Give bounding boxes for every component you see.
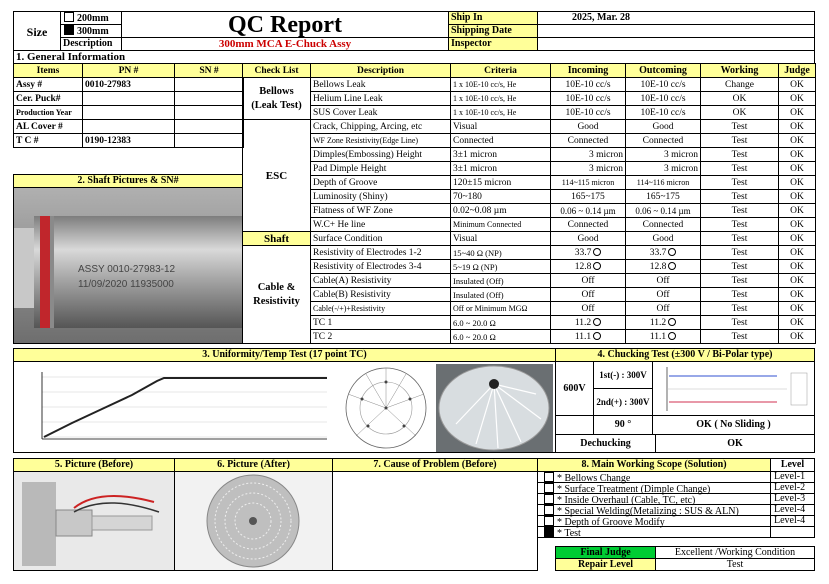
col-items: Items <box>14 64 83 78</box>
table-row: Flatness of WF Zone 0.02~0.08 µm 0.06 ~ 0.14 µm 0.06 ~ 0.14 µm Test OK <box>243 204 816 218</box>
ohm-icon <box>593 248 601 256</box>
table-row: TC 1 6.0 ~ 20.0 Ω 11.2 11.2 Test OK <box>243 316 816 330</box>
picture-before-title: 5. Picture (Before) <box>13 458 175 472</box>
general-info-table <box>13 63 244 148</box>
level-cell: Level-4 <box>770 504 815 516</box>
col-incoming: Incoming <box>551 64 626 78</box>
description-label: Description <box>63 38 113 49</box>
level-title: Level <box>770 458 815 472</box>
shaft-pictures-title: 2. Shaft Pictures & SN# <box>13 174 243 188</box>
picture-after <box>174 471 333 571</box>
temp-curve-graph <box>32 367 332 447</box>
chucking-result: OK ( No Sliding ) <box>652 415 815 435</box>
col-judge: Judge <box>779 64 816 78</box>
checkbox-icon[interactable] <box>544 483 554 493</box>
general-info-title: 1. General Information <box>13 50 815 64</box>
chucking-first: 1st(-) : 300V <box>593 361 653 389</box>
level-cell: Level-3 <box>770 493 815 505</box>
table-row: Pad Dimple Height 3±1 micron 3 micron 3 micron Test OK <box>243 162 816 176</box>
size-option-300[interactable]: 300mm <box>60 24 122 38</box>
table-row: WF Zone Resistivity(Edge Line) Connected Connected Connected Test OK <box>243 134 816 148</box>
table-row: Cer. Puck# <box>14 92 244 106</box>
cause-title: 7. Cause of Problem (Before) <box>332 458 538 472</box>
table-row: Production Year <box>14 106 244 120</box>
ohm-icon <box>593 318 601 326</box>
ohm-icon <box>593 332 601 340</box>
checkbox-300[interactable] <box>64 25 74 35</box>
chucking-angle: 90 ° <box>593 415 653 435</box>
list-item[interactable]: * Bellows Change <box>537 471 771 483</box>
checkbox-icon[interactable] <box>544 527 554 537</box>
table-row: Shaft Surface Condition Visual Good Good Test OK <box>243 232 816 246</box>
table-row: SUS Cover Leak 1 x 10E-10 cc/s, He 10E-10 cc/s 10E-10 cc/s OK OK <box>243 106 816 120</box>
title-cell <box>121 11 449 38</box>
level-cell: Level-4 <box>770 515 815 527</box>
picture-after-title: 6. Picture (After) <box>174 458 333 472</box>
table-row: Helium Line Leak 1 x 10E-10 cc/s, He 10E-10 cc/s 10E-10 cc/s OK OK <box>243 92 816 106</box>
col-pn: PN # <box>83 64 175 78</box>
table-row: ESC Crack, Chipping, Arcing, etc Visual Good Good Test OK <box>243 120 816 134</box>
ohm-icon <box>593 262 601 270</box>
ohm-icon <box>668 318 676 326</box>
col-working: Working <box>701 64 779 78</box>
level-cell: Level-2 <box>770 482 815 494</box>
ship-in-value: 2025, Mar. 28 <box>537 11 815 25</box>
checkbox-200[interactable] <box>64 12 74 22</box>
list-item[interactable]: * Surface Treatment (Dimple Change) <box>537 482 771 494</box>
checklist-table <box>242 63 816 344</box>
general-info-header <box>14 64 244 78</box>
picture-before <box>13 471 175 571</box>
checkbox-icon[interactable] <box>544 505 554 515</box>
ohm-icon <box>668 262 676 270</box>
table-row: Assy # 0010-27983 <box>14 78 244 92</box>
size-label-cell <box>13 11 61 51</box>
col-sn: SN # <box>175 64 244 78</box>
cause-of-problem <box>332 471 538 571</box>
page-title: QC Report <box>228 12 342 38</box>
list-item[interactable]: * Special Welding(Metalizing : SUS & ALN) <box>537 504 771 516</box>
chucking-blank-cell <box>555 415 594 435</box>
dechucking-value: OK <box>655 434 815 453</box>
table-row: TC 2 6.0 ~ 20.0 Ω 11.1 11.1 Test OK <box>243 330 816 344</box>
table-row: Bellows (Leak Test) Bellows Leak 1 x 10E-10 cc/s, He 10E-10 cc/s 10E-10 cc/s Change OK <box>243 78 816 92</box>
shipping-date-value <box>537 24 815 38</box>
chucking-voltage: 600V <box>555 361 594 416</box>
table-row: Cable(B) Resistivity Insulated (Off) Off Off Test OK <box>243 288 816 302</box>
dechucking-label: Dechucking <box>555 434 656 453</box>
level-cell <box>770 526 815 538</box>
after-photo-illustration <box>175 472 332 570</box>
ohm-icon <box>668 248 676 256</box>
table-row: Cable & Resistivity Resistivity of Electrodes 1-2 15~40 Ω (NP) 33.7 33.7 Test OK <box>243 246 816 260</box>
col-description: Description <box>311 64 451 78</box>
inspector-label: Inspector <box>448 37 538 51</box>
level-cell: Level-1 <box>770 471 815 483</box>
col-check-list: Check List <box>243 64 311 78</box>
tc-point-map <box>336 364 436 452</box>
subtitle-cell <box>121 37 449 51</box>
page-subtitle: 300mm MCA E-Chuck Assy <box>218 38 352 50</box>
col-criteria: Criteria <box>451 64 551 78</box>
shaft-photo-illustration <box>14 188 242 343</box>
table-row: Luminosity (Shiny) 70~180 165~175 165~175 Test OK <box>243 190 816 204</box>
description-label-cell <box>60 37 122 51</box>
shipping-date-label: Shipping Date <box>448 24 538 38</box>
group-bellows: Bellows (Leak Test) <box>243 78 311 120</box>
chucking-title: 4. Chucking Test (±300 V / Bi-Polar type) <box>555 348 815 362</box>
uniformity-title: 3. Uniformity/Temp Test (17 point TC) <box>13 348 556 362</box>
size-label: Size <box>26 25 48 39</box>
chucking-second: 2nd(+) : 300V <box>593 388 653 416</box>
table-row: Dimples(Embossing) Height 3±1 micron 3 micron 3 micron Test OK <box>243 148 816 162</box>
checklist-header <box>243 64 816 78</box>
col-outcoming: Outcoming <box>626 64 701 78</box>
size-option-200[interactable]: 200mm <box>60 11 122 25</box>
table-row: Cable(-/+)+Resistivity Off or Minimum MGΩ Off Off Test OK <box>243 302 816 316</box>
uniformity-panel <box>13 361 556 453</box>
checkbox-icon[interactable] <box>544 472 554 482</box>
level-list <box>770 471 815 538</box>
list-item[interactable]: * Inside Overhaul (Cable, TC, etc) <box>537 493 771 505</box>
chucking-graph-cell <box>652 361 815 416</box>
inspector-value <box>537 37 815 51</box>
ship-in-label: Ship In <box>448 11 538 25</box>
table-row: T C # 0190-12383 <box>14 134 244 148</box>
table-row: Cable(A) Resistivity Insulated (Off) Off Off Test OK <box>243 274 816 288</box>
final-judge-label: Final Judge <box>555 546 656 559</box>
before-photo-illustration <box>14 472 174 570</box>
repair-level-label: Repair Level <box>555 558 656 571</box>
table-row: Depth of Groove 120±15 micron 114~115 micron 114~116 micron Test OK <box>243 176 816 190</box>
checkbox-icon[interactable] <box>544 516 554 526</box>
chucking-graph <box>657 365 811 413</box>
shaft-engraving-line-2: 11/09/2020 11935000 <box>78 279 174 290</box>
final-judge-value: Excellent /Working Condition <box>655 546 815 559</box>
group-cable-resistivity: Cable & Resistivity <box>243 246 311 344</box>
table-row: AL Cover # <box>14 120 244 134</box>
checkbox-icon[interactable] <box>544 494 554 504</box>
table-row: W.C+ He line Minimum Connected Connected Connected Test OK <box>243 218 816 232</box>
wafer-photo <box>436 364 553 452</box>
table-row: Resistivity of Electrodes 3-4 5~19 Ω (NP) 12.8 12.8 Test OK <box>243 260 816 274</box>
ohm-icon <box>668 332 676 340</box>
list-item[interactable]: * Depth of Groove Modify <box>537 515 771 527</box>
scope-title: 8. Main Working Scope (Solution) <box>537 458 771 472</box>
group-shaft: Shaft <box>243 232 311 246</box>
repair-level-value: Test <box>655 558 815 571</box>
shaft-engraving-line-1: ASSY 0010-27983-12 <box>78 264 176 275</box>
list-item[interactable]: * Test <box>537 526 771 538</box>
shaft-picture <box>13 187 243 344</box>
group-esc: ESC <box>243 120 311 232</box>
